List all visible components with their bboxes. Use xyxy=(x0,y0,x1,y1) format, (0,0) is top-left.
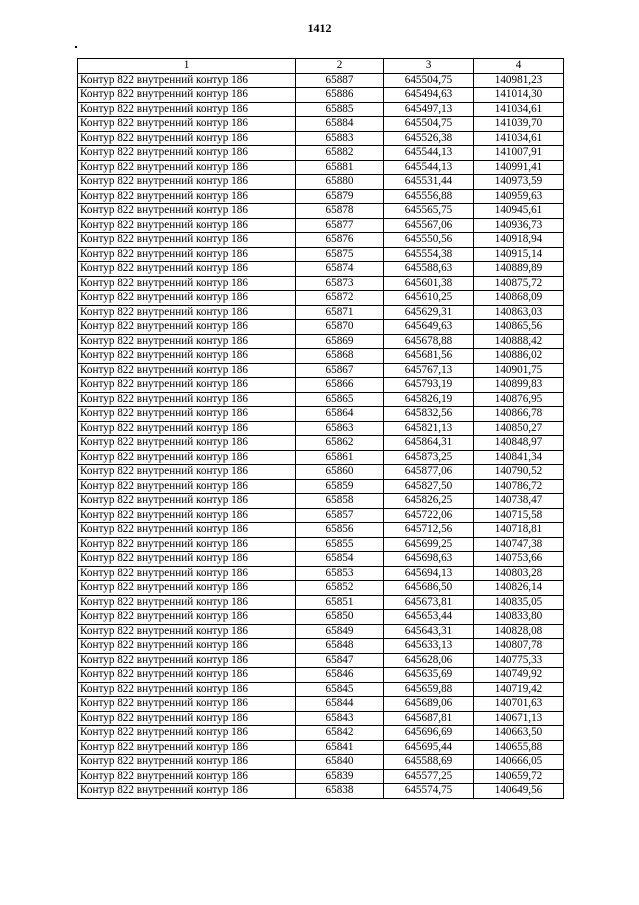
x-coordinate-cell: 645821,13 xyxy=(384,421,474,436)
y-coordinate-cell: 140775,33 xyxy=(474,653,564,668)
contour-name-cell: Контур 822 внутренний контур 186 xyxy=(78,73,296,88)
contour-name-cell: Контур 822 внутренний контур 186 xyxy=(78,305,296,320)
x-coordinate-cell: 645504,75 xyxy=(384,117,474,132)
y-coordinate-cell: 141034,61 xyxy=(474,131,564,146)
table-row xyxy=(78,88,564,103)
table-row xyxy=(78,639,564,654)
x-coordinate-cell: 645565,75 xyxy=(384,204,474,219)
table-row xyxy=(78,160,564,175)
point-number-cell: 65884 xyxy=(296,117,384,132)
y-coordinate-cell: 140936,73 xyxy=(474,218,564,233)
point-number-cell: 65873 xyxy=(296,276,384,291)
y-coordinate-cell: 140666,05 xyxy=(474,755,564,770)
table-row xyxy=(78,349,564,364)
table-row xyxy=(78,668,564,683)
table-row xyxy=(78,117,564,132)
scan-dot-mark xyxy=(75,46,77,48)
x-coordinate-cell: 645678,88 xyxy=(384,334,474,349)
contour-name-cell: Контур 822 внутренний контур 186 xyxy=(78,784,296,799)
table-row xyxy=(78,755,564,770)
header-col-2: 2 xyxy=(296,59,384,74)
contour-name-cell: Контур 822 внутренний контур 186 xyxy=(78,610,296,625)
table-row xyxy=(78,189,564,204)
table-body xyxy=(78,73,564,798)
x-coordinate-cell: 645695,44 xyxy=(384,740,474,755)
table-row xyxy=(78,610,564,625)
point-number-cell: 65875 xyxy=(296,247,384,262)
table-row xyxy=(78,740,564,755)
point-number-cell: 65879 xyxy=(296,189,384,204)
point-number-cell: 65841 xyxy=(296,740,384,755)
point-number-cell: 65878 xyxy=(296,204,384,219)
point-number-cell: 65876 xyxy=(296,233,384,248)
contour-name-cell: Контур 822 внутренний контур 186 xyxy=(78,407,296,422)
y-coordinate-cell: 140918,94 xyxy=(474,233,564,248)
point-number-cell: 65877 xyxy=(296,218,384,233)
x-coordinate-cell: 645653,44 xyxy=(384,610,474,625)
contour-name-cell: Контур 822 внутренний контур 186 xyxy=(78,421,296,436)
point-number-cell: 65862 xyxy=(296,436,384,451)
y-coordinate-cell: 140747,38 xyxy=(474,537,564,552)
point-number-cell: 65863 xyxy=(296,421,384,436)
x-coordinate-cell: 645689,06 xyxy=(384,697,474,712)
coordinates-table xyxy=(77,58,564,799)
contour-name-cell: Контур 822 внутренний контур 186 xyxy=(78,697,296,712)
table-row xyxy=(78,697,564,712)
y-coordinate-cell: 141039,70 xyxy=(474,117,564,132)
point-number-cell: 65885 xyxy=(296,102,384,117)
y-coordinate-cell: 140848,97 xyxy=(474,436,564,451)
contour-name-cell: Контур 822 внутренний контур 186 xyxy=(78,595,296,610)
x-coordinate-cell: 645550,56 xyxy=(384,233,474,248)
x-coordinate-cell: 645698,63 xyxy=(384,552,474,567)
contour-name-cell: Контур 822 внутренний контур 186 xyxy=(78,537,296,552)
point-number-cell: 65859 xyxy=(296,479,384,494)
contour-name-cell: Контур 822 внутренний контур 186 xyxy=(78,624,296,639)
y-coordinate-cell: 140973,59 xyxy=(474,175,564,190)
point-number-cell: 65865 xyxy=(296,392,384,407)
table-row xyxy=(78,421,564,436)
x-coordinate-cell: 645877,06 xyxy=(384,465,474,480)
x-coordinate-cell: 645531,44 xyxy=(384,175,474,190)
y-coordinate-cell: 140991,41 xyxy=(474,160,564,175)
point-number-cell: 65866 xyxy=(296,378,384,393)
x-coordinate-cell: 645629,31 xyxy=(384,305,474,320)
x-coordinate-cell: 645497,13 xyxy=(384,102,474,117)
table-row xyxy=(78,247,564,262)
table-row xyxy=(78,552,564,567)
x-coordinate-cell: 645556,88 xyxy=(384,189,474,204)
x-coordinate-cell: 645827,50 xyxy=(384,479,474,494)
point-number-cell: 65842 xyxy=(296,726,384,741)
y-coordinate-cell: 140718,81 xyxy=(474,523,564,538)
page-number: 1412 xyxy=(307,21,332,35)
contour-name-cell: Контур 822 внутренний контур 186 xyxy=(78,465,296,480)
contour-name-cell: Контур 822 внутренний контур 186 xyxy=(78,436,296,451)
table-row xyxy=(78,276,564,291)
x-coordinate-cell: 645554,38 xyxy=(384,247,474,262)
y-coordinate-cell: 140701,63 xyxy=(474,697,564,712)
x-coordinate-cell: 645696,69 xyxy=(384,726,474,741)
x-coordinate-cell: 645767,13 xyxy=(384,363,474,378)
y-coordinate-cell: 140865,56 xyxy=(474,320,564,335)
x-coordinate-cell: 645673,81 xyxy=(384,595,474,610)
point-number-cell: 65858 xyxy=(296,494,384,509)
header-col-4: 4 xyxy=(474,59,564,74)
point-number-cell: 65850 xyxy=(296,610,384,625)
point-number-cell: 65882 xyxy=(296,146,384,161)
contour-name-cell: Контур 822 внутренний контур 186 xyxy=(78,378,296,393)
y-coordinate-cell: 140803,28 xyxy=(474,566,564,581)
y-coordinate-cell: 140915,14 xyxy=(474,247,564,262)
table-row xyxy=(78,624,564,639)
table-row xyxy=(78,653,564,668)
y-coordinate-cell: 140876,95 xyxy=(474,392,564,407)
contour-name-cell: Контур 822 внутренний контур 186 xyxy=(78,204,296,219)
y-coordinate-cell: 140715,58 xyxy=(474,508,564,523)
x-coordinate-cell: 645832,56 xyxy=(384,407,474,422)
table-row xyxy=(78,595,564,610)
y-coordinate-cell: 140749,92 xyxy=(474,668,564,683)
x-coordinate-cell: 645793,19 xyxy=(384,378,474,393)
table-row xyxy=(78,73,564,88)
contour-name-cell: Контур 822 внутренний контур 186 xyxy=(78,581,296,596)
contour-name-cell: Контур 822 внутренний контур 186 xyxy=(78,334,296,349)
contour-name-cell: Контур 822 внутренний контур 186 xyxy=(78,146,296,161)
contour-name-cell: Контур 822 внутренний контур 186 xyxy=(78,494,296,509)
contour-name-cell: Контур 822 внутренний контур 186 xyxy=(78,247,296,262)
table-row xyxy=(78,494,564,509)
x-coordinate-cell: 645699,25 xyxy=(384,537,474,552)
table-row xyxy=(78,682,564,697)
table-row xyxy=(78,334,564,349)
point-number-cell: 65874 xyxy=(296,262,384,277)
point-number-cell: 65852 xyxy=(296,581,384,596)
y-coordinate-cell: 141007,91 xyxy=(474,146,564,161)
point-number-cell: 65883 xyxy=(296,131,384,146)
table-row xyxy=(78,784,564,799)
point-number-cell: 65855 xyxy=(296,537,384,552)
y-coordinate-cell: 140945,61 xyxy=(474,204,564,219)
x-coordinate-cell: 645610,25 xyxy=(384,291,474,306)
y-coordinate-cell: 140866,78 xyxy=(474,407,564,422)
x-coordinate-cell: 645504,75 xyxy=(384,73,474,88)
x-coordinate-cell: 645628,06 xyxy=(384,653,474,668)
table-row xyxy=(78,305,564,320)
y-coordinate-cell: 140863,03 xyxy=(474,305,564,320)
x-coordinate-cell: 645635,69 xyxy=(384,668,474,683)
table-row xyxy=(78,291,564,306)
x-coordinate-cell: 645526,38 xyxy=(384,131,474,146)
point-number-cell: 65845 xyxy=(296,682,384,697)
y-coordinate-cell: 141014,30 xyxy=(474,88,564,103)
contour-name-cell: Контур 822 внутренний контур 186 xyxy=(78,320,296,335)
x-coordinate-cell: 645494,63 xyxy=(384,88,474,103)
contour-name-cell: Контур 822 внутренний контур 186 xyxy=(78,349,296,364)
table-row xyxy=(78,465,564,480)
table-row xyxy=(78,175,564,190)
point-number-cell: 65844 xyxy=(296,697,384,712)
contour-name-cell: Контур 822 внутренний контур 186 xyxy=(78,726,296,741)
x-coordinate-cell: 645686,50 xyxy=(384,581,474,596)
y-coordinate-cell: 140738,47 xyxy=(474,494,564,509)
contour-name-cell: Контур 822 внутренний контур 186 xyxy=(78,523,296,538)
x-coordinate-cell: 645659,88 xyxy=(384,682,474,697)
contour-name-cell: Контур 822 внутренний контур 186 xyxy=(78,131,296,146)
y-coordinate-cell: 140833,80 xyxy=(474,610,564,625)
table-row xyxy=(78,479,564,494)
point-number-cell: 65853 xyxy=(296,566,384,581)
point-number-cell: 65840 xyxy=(296,755,384,770)
x-coordinate-cell: 645577,25 xyxy=(384,769,474,784)
y-coordinate-cell: 140649,56 xyxy=(474,784,564,799)
table-row xyxy=(78,436,564,451)
x-coordinate-cell: 645873,25 xyxy=(384,450,474,465)
y-coordinate-cell: 140868,09 xyxy=(474,291,564,306)
point-number-cell: 65860 xyxy=(296,465,384,480)
contour-name-cell: Контур 822 внутренний контур 186 xyxy=(78,88,296,103)
table-row xyxy=(78,218,564,233)
point-number-cell: 65868 xyxy=(296,349,384,364)
contour-name-cell: Контур 822 внутренний контур 186 xyxy=(78,552,296,567)
header-col-1: 1 xyxy=(78,59,296,74)
y-coordinate-cell: 140888,42 xyxy=(474,334,564,349)
x-coordinate-cell: 645567,06 xyxy=(384,218,474,233)
x-coordinate-cell: 645712,56 xyxy=(384,523,474,538)
point-number-cell: 65838 xyxy=(296,784,384,799)
y-coordinate-cell: 140826,14 xyxy=(474,581,564,596)
table-row xyxy=(78,769,564,784)
contour-name-cell: Контур 822 внутренний контур 186 xyxy=(78,276,296,291)
table-row xyxy=(78,392,564,407)
table-row xyxy=(78,523,564,538)
y-coordinate-cell: 140899,83 xyxy=(474,378,564,393)
x-coordinate-cell: 645588,63 xyxy=(384,262,474,277)
table-row xyxy=(78,204,564,219)
point-number-cell: 65854 xyxy=(296,552,384,567)
table-row xyxy=(78,537,564,552)
table-row xyxy=(78,146,564,161)
y-coordinate-cell: 140886,02 xyxy=(474,349,564,364)
point-number-cell: 65881 xyxy=(296,160,384,175)
x-coordinate-cell: 645826,19 xyxy=(384,392,474,407)
point-number-cell: 65870 xyxy=(296,320,384,335)
y-coordinate-cell: 140790,52 xyxy=(474,465,564,480)
x-coordinate-cell: 645864,31 xyxy=(384,436,474,451)
table-row xyxy=(78,320,564,335)
y-coordinate-cell: 140841,34 xyxy=(474,450,564,465)
y-coordinate-cell: 140875,72 xyxy=(474,276,564,291)
point-number-cell: 65880 xyxy=(296,175,384,190)
contour-name-cell: Контур 822 внутренний контур 186 xyxy=(78,233,296,248)
x-coordinate-cell: 645544,13 xyxy=(384,160,474,175)
point-number-cell: 65861 xyxy=(296,450,384,465)
contour-name-cell: Контур 822 внутренний контур 186 xyxy=(78,218,296,233)
contour-name-cell: Контур 822 внутренний контур 186 xyxy=(78,363,296,378)
contour-name-cell: Контур 822 внутренний контур 186 xyxy=(78,189,296,204)
table-row xyxy=(78,102,564,117)
point-number-cell: 65843 xyxy=(296,711,384,726)
y-coordinate-cell: 140901,75 xyxy=(474,363,564,378)
contour-name-cell: Контур 822 внутренний контур 186 xyxy=(78,740,296,755)
y-coordinate-cell: 140981,23 xyxy=(474,73,564,88)
y-coordinate-cell: 141034,61 xyxy=(474,102,564,117)
contour-name-cell: Контур 822 внутренний контур 186 xyxy=(78,262,296,277)
point-number-cell: 65871 xyxy=(296,305,384,320)
y-coordinate-cell: 140786,72 xyxy=(474,479,564,494)
contour-name-cell: Контур 822 внутренний контур 186 xyxy=(78,639,296,654)
contour-name-cell: Контур 822 внутренний контур 186 xyxy=(78,668,296,683)
point-number-cell: 65869 xyxy=(296,334,384,349)
point-number-cell: 65864 xyxy=(296,407,384,422)
table-header-row xyxy=(78,59,564,74)
point-number-cell: 65849 xyxy=(296,624,384,639)
point-number-cell: 65851 xyxy=(296,595,384,610)
y-coordinate-cell: 140850,27 xyxy=(474,421,564,436)
y-coordinate-cell: 140753,66 xyxy=(474,552,564,567)
x-coordinate-cell: 645601,38 xyxy=(384,276,474,291)
y-coordinate-cell: 140659,72 xyxy=(474,769,564,784)
point-number-cell: 65886 xyxy=(296,88,384,103)
y-coordinate-cell: 140835,05 xyxy=(474,595,564,610)
table-row xyxy=(78,450,564,465)
point-number-cell: 65857 xyxy=(296,508,384,523)
point-number-cell: 65846 xyxy=(296,668,384,683)
x-coordinate-cell: 645687,81 xyxy=(384,711,474,726)
y-coordinate-cell: 140655,88 xyxy=(474,740,564,755)
point-number-cell: 65848 xyxy=(296,639,384,654)
header-col-3: 3 xyxy=(384,59,474,74)
x-coordinate-cell: 645588,69 xyxy=(384,755,474,770)
table-row xyxy=(78,566,564,581)
x-coordinate-cell: 645649,63 xyxy=(384,320,474,335)
x-coordinate-cell: 645633,13 xyxy=(384,639,474,654)
y-coordinate-cell: 140889,89 xyxy=(474,262,564,277)
table-row xyxy=(78,508,564,523)
contour-name-cell: Контур 822 внутренний контур 186 xyxy=(78,175,296,190)
contour-name-cell: Контур 822 внутренний контур 186 xyxy=(78,508,296,523)
point-number-cell: 65847 xyxy=(296,653,384,668)
y-coordinate-cell: 140959,63 xyxy=(474,189,564,204)
contour-name-cell: Контур 822 внутренний контур 186 xyxy=(78,102,296,117)
point-number-cell: 65867 xyxy=(296,363,384,378)
table-row xyxy=(78,262,564,277)
contour-name-cell: Контур 822 внутренний контур 186 xyxy=(78,160,296,175)
x-coordinate-cell: 645574,75 xyxy=(384,784,474,799)
contour-name-cell: Контур 822 внутренний контур 186 xyxy=(78,566,296,581)
contour-name-cell: Контур 822 внутренний контур 186 xyxy=(78,755,296,770)
y-coordinate-cell: 140671,13 xyxy=(474,711,564,726)
table-row xyxy=(78,711,564,726)
point-number-cell: 65839 xyxy=(296,769,384,784)
contour-name-cell: Контур 822 внутренний контур 186 xyxy=(78,653,296,668)
y-coordinate-cell: 140719,42 xyxy=(474,682,564,697)
table-row xyxy=(78,378,564,393)
contour-name-cell: Контур 822 внутренний контур 186 xyxy=(78,117,296,132)
x-coordinate-cell: 645544,13 xyxy=(384,146,474,161)
point-number-cell: 65872 xyxy=(296,291,384,306)
contour-name-cell: Контур 822 внутренний контур 186 xyxy=(78,392,296,407)
y-coordinate-cell: 140828,08 xyxy=(474,624,564,639)
y-coordinate-cell: 140663,50 xyxy=(474,726,564,741)
table-row xyxy=(78,131,564,146)
point-number-cell: 65887 xyxy=(296,73,384,88)
table-row xyxy=(78,407,564,422)
x-coordinate-cell: 645681,56 xyxy=(384,349,474,364)
x-coordinate-cell: 645643,31 xyxy=(384,624,474,639)
x-coordinate-cell: 645694,13 xyxy=(384,566,474,581)
contour-name-cell: Контур 822 внутренний контур 186 xyxy=(78,479,296,494)
table-row xyxy=(78,581,564,596)
x-coordinate-cell: 645826,25 xyxy=(384,494,474,509)
table-row xyxy=(78,233,564,248)
contour-name-cell: Контур 822 внутренний контур 186 xyxy=(78,711,296,726)
y-coordinate-cell: 140807,78 xyxy=(474,639,564,654)
x-coordinate-cell: 645722,06 xyxy=(384,508,474,523)
contour-name-cell: Контур 822 внутренний контур 186 xyxy=(78,769,296,784)
contour-name-cell: Контур 822 внутренний контур 186 xyxy=(78,291,296,306)
contour-name-cell: Контур 822 внутренний контур 186 xyxy=(78,450,296,465)
table-row xyxy=(78,363,564,378)
table-row xyxy=(78,726,564,741)
contour-name-cell: Контур 822 внутренний контур 186 xyxy=(78,682,296,697)
point-number-cell: 65856 xyxy=(296,523,384,538)
